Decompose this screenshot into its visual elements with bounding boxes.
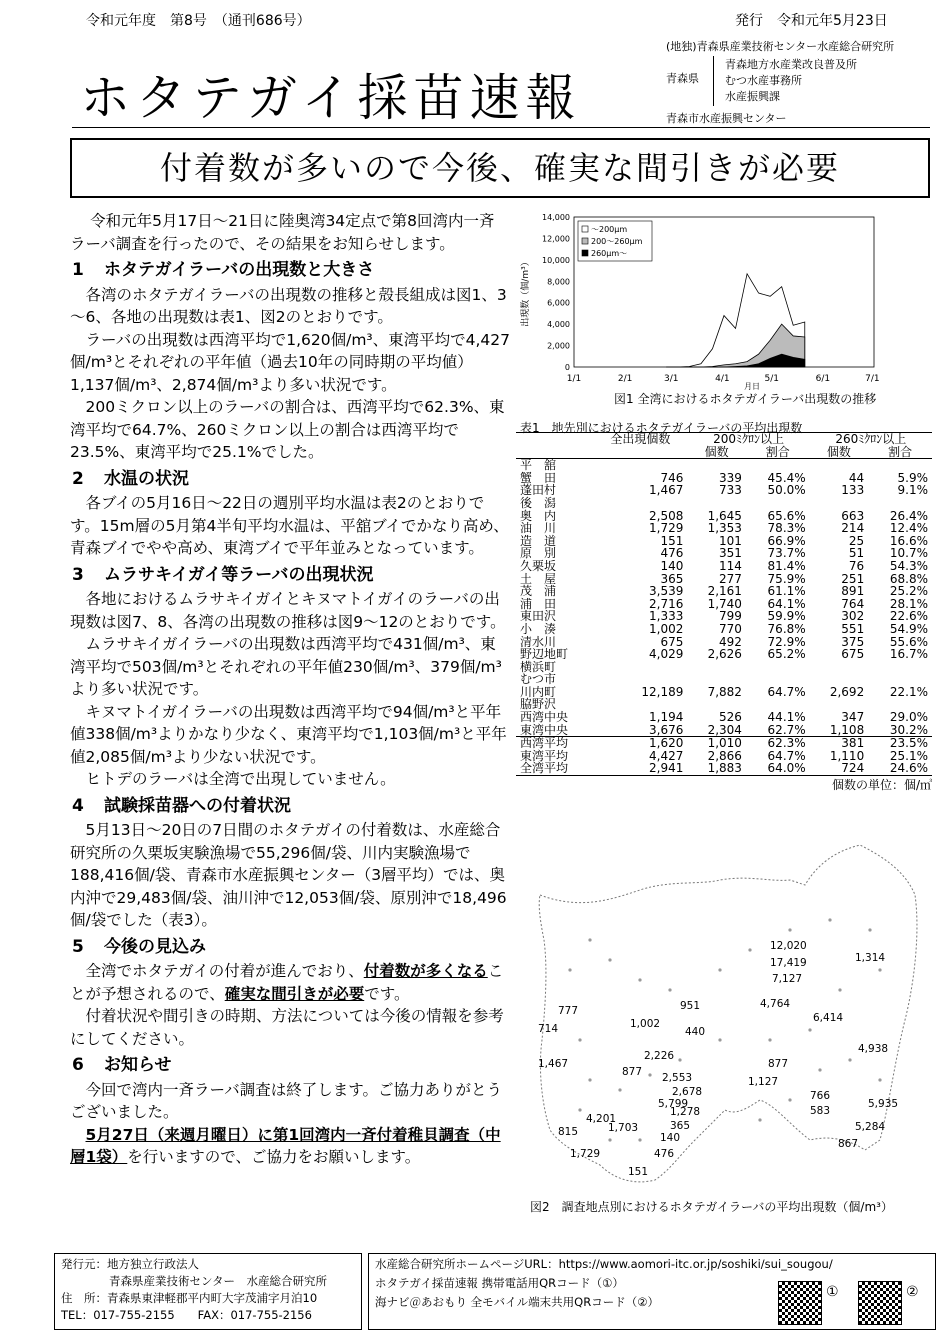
section-5-title: 5 今後の見込み: [72, 936, 206, 957]
y-tick-label: 6,000: [547, 298, 570, 308]
table-cell-value: 724: [841, 761, 865, 776]
table-cell-value: 65.6%: [767, 508, 806, 523]
table-cell-location: むつ市: [520, 672, 557, 687]
table-cell-value: 78.3%: [767, 521, 806, 536]
agency-1: (地独)青森県産業技術センター水産総合研究所: [666, 40, 895, 53]
figure-2-caption: 図2 調査地点別におけるホタテガイラーバの平均出現数（個/m³）: [530, 1200, 893, 1214]
section-4-para: 5月13日～20日の7日間のホタテガイの付着数は、水産総合研究所の久栗坂実験漁場で55,296個/袋、川内実験漁場で188,416個/袋、青森市水産振興センター（3層平均）では、奥内沖で29,483個/袋、油川沖で12,053個/袋、原別沖で18,496個/袋でした（表3）。: [70, 821, 507, 929]
table-cell-location: 東田沢: [520, 609, 557, 624]
table-cell-value: 22.1%: [889, 684, 928, 699]
table-cell-value: 2,866: [707, 748, 742, 763]
table-cell-value: 44: [848, 470, 865, 485]
table-cell-value: 1,467: [649, 483, 684, 498]
map-station-value: 2,553: [662, 1072, 693, 1084]
table-cell-value: 381: [810, 737, 869, 750]
table-header-total: 全出現個数: [610, 432, 671, 446]
table-cell-location: 川内町: [520, 684, 557, 699]
table-header-260: 260ﾐｸﾛﾝ以上: [835, 432, 907, 446]
table-cell-value: [746, 497, 810, 510]
headline-banner: 付着数が多いので今後、確実な間引きが必要: [70, 138, 930, 198]
section-1-para: ラーバの出現数は西湾平均で1,620個/m³、東湾平均で4,427個/m³とそれぞれの平年値（過去10年の同時期の平均値）1,137個/m³、2,874個/m³より多い状況です。: [70, 330, 511, 394]
table-cell-location: 小 湊: [520, 621, 557, 636]
map-station-value: 951: [680, 1000, 701, 1012]
table-cell-value: 770: [719, 621, 742, 636]
map-station-value: 5,799: [658, 1098, 689, 1110]
table-cell-value: [687, 459, 746, 472]
table-cell-value: 73.7%: [767, 546, 806, 561]
table-cell-value: 25: [848, 533, 865, 548]
table-cell-value: 214: [841, 521, 865, 536]
agency-3: むつ水産事務所: [725, 74, 802, 87]
table-cell-value: [746, 673, 810, 686]
table-cell-value: [868, 459, 932, 472]
table-cell-value: 351: [719, 546, 742, 561]
table-cell-value: 339: [719, 470, 742, 485]
table-cell-value: 25.2%: [889, 584, 928, 599]
table-cell-value: 2,304: [707, 722, 742, 737]
qr1-text: ホタテガイ採苗速報 携帯電話用QRコード（①）: [375, 1276, 624, 1290]
table-cell-value: 1,620: [593, 737, 687, 750]
section-4-title: 4 試験採苗器への付着状況: [72, 795, 291, 816]
table-cell-value: 140: [660, 558, 684, 573]
map-station-value: 1,278: [670, 1106, 701, 1118]
table-cell-value: 365: [660, 571, 684, 586]
x-tick-label: 2/1: [617, 374, 633, 384]
table-row: [516, 648, 932, 661]
table-cell-value: 675: [841, 647, 865, 662]
table-header-ratio: 割合: [888, 444, 913, 459]
x-tick-label: 4/1: [715, 374, 730, 384]
issuer-label: 発行元：: [61, 1257, 107, 1271]
table-row: [516, 585, 932, 598]
section-3-para: キヌマトイガイラーバの出現数は西湾平均で94個/m³と平年値338個/m³よりかなり少なく、東湾平均で1,103個/m³と平年値2,085個/m³より少ない状況です。: [70, 702, 507, 766]
table-cell-value: 1,110: [829, 748, 865, 763]
table-cell-value: 45.4%: [767, 470, 806, 485]
table-header-count: 個数: [826, 444, 851, 459]
table-cell-value: 54.3%: [889, 558, 928, 573]
table-cell-value: [746, 661, 810, 674]
figure-1-chart: [516, 205, 934, 405]
table-cell-value: 66.9%: [767, 533, 806, 548]
table-cell-value: 59.9%: [767, 609, 806, 624]
table-row: [516, 673, 932, 686]
map-station-value: 1,703: [608, 1122, 639, 1134]
y-tick-label: 2,000: [547, 341, 570, 351]
map-station-value: 1,127: [748, 1076, 779, 1088]
table-1-unit: 個数の単位：個/㎥: [831, 778, 932, 793]
section-3-title: 3 ムラサキイガイ等ラーバの出現状況: [72, 564, 374, 585]
table-cell-value: [746, 459, 810, 472]
section-1-title: 1 ホタテガイラーバの出現数と大きさ: [72, 260, 375, 280]
table-cell-value: [868, 497, 932, 510]
table-cell-value: 492: [719, 634, 742, 649]
map-station-value: 4,938: [858, 1043, 889, 1055]
table-cell-location: 野辺地町: [520, 647, 569, 662]
table-cell-location: 蓬田村: [520, 483, 557, 498]
issuer-address: 住 所：青森県東津軽郡平内町大字茂浦字月泊10: [61, 1291, 318, 1305]
legend-label: ～200μm: [591, 225, 628, 234]
table-cell-value: [687, 661, 746, 674]
table-cell-value: 64.0%: [767, 761, 806, 776]
map-station-value: 1,467: [538, 1058, 569, 1070]
table-cell-value: 64.1%: [767, 596, 806, 611]
table-cell-value: 61.1%: [767, 584, 806, 599]
y-tick-label: 8,000: [547, 277, 570, 287]
table-cell-value: 3,539: [649, 584, 684, 599]
table-cell-location: 西湾平均: [516, 737, 593, 750]
table-cell-location: 土 屋: [520, 571, 557, 586]
table-cell-value: 25.1%: [889, 748, 928, 763]
table-cell-location: 茂 浦: [520, 584, 557, 599]
section-3-para: 各地におけるムラサキイガイとキヌマトイガイのラーバの出現数は図7、8、各湾の出現数の推移は図9～12のとおりです。: [70, 590, 506, 631]
table-cell-value: 746: [660, 470, 684, 485]
agency-bracket: [713, 56, 714, 106]
table-cell-value: 54.9%: [889, 621, 928, 636]
table-cell-value: 3,676: [649, 722, 684, 737]
issuer-1: 地方独立行政法人: [107, 1257, 199, 1271]
map-station-value: 440: [685, 1026, 706, 1038]
table-cell-value: 1,353: [707, 521, 742, 536]
map-station-value: 1,002: [630, 1018, 661, 1030]
map-station-value: 777: [558, 1005, 579, 1017]
map-station-value: 140: [660, 1132, 681, 1144]
y-axis-label: 出現数（個/m³）: [521, 257, 531, 327]
y-tick-label: 0: [564, 363, 570, 372]
x-axis-label: 月日: [744, 382, 761, 391]
section-6-para: 今回で湾内一斉ラーバ調査は終了します。ご協力ありがとうございました。: [70, 1080, 502, 1121]
table-cell-value: 2,716: [649, 596, 684, 611]
agency-2: 青森地方水産業改良普及所: [725, 58, 857, 71]
table-cell-value: 64.7%: [767, 684, 806, 699]
table-cell-value: 133: [841, 483, 865, 498]
table-cell-value: 76: [848, 558, 865, 573]
table-cell-value: 526: [719, 710, 742, 725]
table-cell-value: 4,029: [649, 647, 684, 662]
map-station-value: 877: [768, 1058, 789, 1070]
table-cell-value: 62.7%: [767, 722, 806, 737]
table-cell-location: 造 道: [520, 533, 557, 548]
table-cell-value: 44.1%: [767, 710, 806, 725]
table-cell-value: 2,626: [707, 647, 742, 662]
table-cell-value: 16.6%: [889, 533, 928, 548]
table-cell-value: 81.4%: [767, 558, 806, 573]
table-cell-value: 1,333: [649, 609, 684, 624]
table-cell-location: 浦 田: [520, 596, 557, 611]
table-cell-value: 799: [719, 609, 742, 624]
table-1-caption: 表1 地先別におけるホタテガイラーバの平均出現数: [520, 421, 803, 435]
map-station-value: 1,314: [855, 952, 886, 964]
table-cell-value: 891: [841, 584, 865, 599]
map-station-value: 815: [558, 1126, 579, 1138]
table-cell-value: [810, 459, 869, 472]
table-row: [516, 522, 932, 535]
footer-issuer: [54, 1253, 362, 1330]
table-cell-location: 蟹 田: [520, 470, 557, 485]
map-station-value: 714: [538, 1023, 559, 1035]
table-cell-value: 23.5%: [868, 737, 932, 750]
table-cell-value: [593, 459, 687, 472]
table-cell-value: 62.3%: [746, 737, 810, 750]
table-row: [516, 459, 932, 472]
table-cell-value: 12.4%: [889, 521, 928, 536]
table-row: [516, 724, 932, 737]
map-station-value: 365: [670, 1120, 691, 1132]
table-cell-value: [810, 497, 869, 510]
table-cell-value: 76.8%: [767, 621, 806, 636]
section-2-para: 各ブイの5月16日～22日の週別平均水温は表2のとおりです。15m層の5月第4半旬平均水温は、平舘ブイでかなり高め、青森ブイでやや高め、東湾ブイで平年並みとなっています。: [70, 494, 509, 557]
x-tick-label: 3/1: [664, 374, 679, 384]
table-row: [516, 762, 932, 775]
table-row: [516, 686, 932, 699]
table-cell-value: [868, 673, 932, 686]
section-5-para: 付着状況や間引きの時期、方法については今後の情報を参考にしてください。: [70, 1007, 504, 1048]
table-cell-value: 68.8%: [889, 571, 928, 586]
map-station-value: 12,020: [770, 940, 807, 952]
table-cell-location: 久栗坂: [520, 558, 557, 573]
table-cell-value: 24.6%: [889, 761, 928, 776]
table-cell-location: 油 川: [520, 521, 557, 536]
table-row: [516, 623, 932, 636]
table-cell-value: 476: [660, 546, 684, 561]
table-cell-value: 663: [841, 508, 865, 523]
table-cell-value: 2,941: [649, 761, 684, 776]
table-cell-value: 2,508: [649, 508, 684, 523]
table-cell-value: [593, 673, 687, 686]
table-cell-location: 平 舘: [520, 458, 557, 473]
map-station-value: 877: [622, 1066, 643, 1078]
table-cell-value: [810, 673, 869, 686]
table-cell-location: 東湾中央: [520, 722, 569, 737]
table-cell-location: 東湾平均: [520, 748, 569, 763]
legend-label: 200～260μm: [591, 237, 643, 246]
map-station-value: 151: [628, 1166, 649, 1178]
qr-1-mark: ①: [826, 1284, 839, 1300]
table-cell-value: [810, 661, 869, 674]
map-station-value: 2,226: [644, 1050, 675, 1062]
table-row: [516, 497, 932, 510]
map-station-value: 476: [654, 1148, 675, 1160]
table-cell-value: 4,427: [649, 748, 684, 763]
table-cell-location: 西湾中央: [520, 710, 569, 725]
table-cell-value: 65.2%: [767, 647, 806, 662]
issuer-2: 青森県産業技術センター 水産総合研究所: [109, 1274, 328, 1288]
table-cell-value: 551: [841, 621, 865, 636]
table-cell-value: 675: [660, 634, 684, 649]
table-cell-value: 55.6%: [889, 634, 928, 649]
page-title: ホタテガイ採苗速報: [80, 69, 582, 127]
table-cell-value: 5.9%: [897, 470, 928, 485]
table-cell-value: 75.9%: [767, 571, 806, 586]
body-left: [70, 210, 510, 1169]
table-cell-value: 50.0%: [767, 483, 806, 498]
pref-label: 青森県: [666, 72, 699, 85]
x-tick-label: 5/1: [764, 374, 780, 384]
table-cell-value: 1,729: [649, 521, 684, 536]
table-cell-location: 清水川: [520, 634, 557, 649]
header-rule: [72, 127, 930, 128]
issue-date: 発行 令和元年5月23日: [735, 13, 888, 29]
table-cell-value: 1,108: [829, 722, 865, 737]
x-tick-label: 1/1: [566, 374, 582, 384]
table-cell-value: [593, 661, 687, 674]
table-cell-location: 奥 内: [520, 508, 557, 523]
table-1: [516, 432, 932, 793]
table-cell-value: [687, 673, 746, 686]
table-header-count: 個数: [704, 444, 729, 459]
table-cell-value: 114: [719, 558, 742, 573]
table-row: [516, 560, 932, 573]
section-1-para: 各湾のホタテガイラーバの出現数の推移と殻長組成は図1、3～6、各地の出現数は表1、図2のとおりです。: [70, 285, 507, 326]
table-row: [516, 711, 932, 724]
table-cell-value: 251: [841, 571, 865, 586]
table-cell-value: 10.7%: [889, 546, 928, 561]
homepage-url[interactable]: 水産総合研究所ホームページURL：https://www.aomori-itc.or.jp/soshiki/sui_sougou/: [375, 1257, 833, 1271]
qr2-text: 海ナビ＠あおもり 全モバイル端末共用QRコード（②）: [375, 1295, 660, 1309]
map-station-value: 17,419: [770, 957, 807, 969]
legend-label: 260μm～: [591, 249, 628, 258]
agency-4: 水産振興課: [725, 90, 780, 103]
table-cell-value: 764: [841, 596, 865, 611]
table-cell-value: 12,189: [641, 684, 684, 699]
map-station-value: 1,729: [570, 1148, 601, 1160]
section-3-para: ムラサキイガイラーバの出現数は西湾平均で431個/m³、東湾平均で503個/m³とそれぞれの平年値230個/m³、379個/m³より多い状況です。: [70, 635, 502, 698]
section-6-para: 5月27日（来週月曜日）に第1回湾内一斉付着稚貝調査（中層1袋）を行いますので、ご協力をお願いします。: [70, 1125, 501, 1166]
table-cell-value: 1,740: [707, 596, 742, 611]
qr-2-mark: ②: [906, 1284, 919, 1300]
table-cell-location: 全湾平均: [520, 761, 569, 776]
map-station-value: 4,764: [760, 998, 791, 1010]
table-cell-value: 1,194: [649, 710, 684, 725]
section-1-para: 200ミクロン以上のラーバの割合は、西湾平均で62.3%、東湾平均で64.7%、260ミクロン以上の割合は西湾平均で23.5%、東湾平均で25.1%でした。: [70, 398, 505, 461]
map-station-value: 2,678: [672, 1086, 703, 1098]
table-cell-value: [868, 661, 932, 674]
table-cell-value: 51: [848, 546, 865, 561]
table-cell-value: 101: [719, 533, 742, 548]
y-tick-label: 14,000: [542, 213, 570, 222]
table-cell-value: 30.2%: [889, 722, 928, 737]
map-station-value: 583: [810, 1105, 831, 1117]
y-tick-label: 10,000: [542, 255, 570, 265]
issue-number: 令和元年度 第8号 （通刊686号）: [86, 13, 311, 29]
y-tick-label: 12,000: [542, 234, 570, 244]
map-station-value: 4,201: [586, 1113, 617, 1125]
map-station-value: 867: [838, 1138, 859, 1150]
table-row: [516, 737, 932, 750]
table-cell-value: 347: [841, 710, 865, 725]
x-tick-label: 7/1: [865, 374, 880, 384]
section-6-title: 6 お知らせ: [72, 1055, 172, 1075]
table-cell-value: 1,645: [707, 508, 742, 523]
x-tick-label: 6/1: [815, 374, 831, 384]
table-cell-value: 64.7%: [767, 748, 806, 763]
table-row: [516, 484, 932, 497]
table-cell-value: 2,161: [707, 584, 742, 599]
table-cell-value: 28.1%: [889, 596, 928, 611]
table-cell-location: 原 別: [520, 546, 557, 561]
map-station-value: 5,284: [855, 1121, 886, 1133]
table-row: [516, 661, 932, 674]
table-cell-value: 2,692: [829, 684, 865, 699]
section-5-para: 全湾でホタテガイの付着が進んでおり、付着数が多くなることが予想されるので、確実な間引きが必要です。: [70, 962, 504, 1003]
table-cell-value: 29.0%: [889, 710, 928, 725]
legend-swatch: [582, 226, 588, 232]
table-cell-value: 7,882: [707, 684, 742, 699]
section-2-title: 2 水温の状況: [72, 468, 189, 489]
y-tick-label: 4,000: [547, 320, 570, 330]
intro-text: 令和元年5月17日～21日に陸奥湾34定点で第8回湾内一斉ラーバ調査を行ったので、その結果をお知らせします。: [70, 212, 495, 253]
issuer-tel: TEL：017-755-2155 FAX：017-755-2156: [61, 1308, 312, 1322]
table-cell-value: 26.4%: [889, 508, 928, 523]
table-cell-location: 後 潟: [520, 495, 557, 510]
map-station-value: 5,935: [868, 1098, 899, 1110]
legend-swatch: [582, 250, 588, 256]
table-cell-value: 9.1%: [897, 483, 928, 498]
table-cell-value: [687, 497, 746, 510]
qr-code-2[interactable]: [858, 1281, 902, 1325]
map-station-value: 766: [810, 1090, 831, 1102]
table-cell-value: 72.9%: [767, 634, 806, 649]
table-cell-value: 302: [841, 609, 865, 624]
table-cell-value: [593, 497, 687, 510]
table-cell-value: 277: [719, 571, 742, 586]
map-station-value: 6,414: [813, 1012, 844, 1024]
section-3-para: ヒトデのラーバは全湾で出現していません。: [85, 770, 396, 788]
figure-1-caption: 図1 全湾におけるホタテガイラーバ出現数の推移: [614, 392, 877, 406]
table-cell-value: 22.6%: [889, 609, 928, 624]
table-cell-value: 16.7%: [889, 647, 928, 662]
map-station-value: 7,127: [772, 973, 803, 985]
table-header-200: 200ﾐｸﾛﾝ以上: [713, 432, 784, 446]
footer-links: [368, 1253, 936, 1330]
agency-5: 青森市水産振興センター: [666, 112, 787, 125]
table-cell-value: 733: [719, 483, 742, 498]
table-cell-value: 1,002: [649, 621, 684, 636]
legend-swatch: [582, 238, 588, 244]
table-cell-location: 横浜町: [520, 659, 557, 674]
map-label-layer: [520, 840, 934, 1195]
table-cell-location: 脇野沢: [520, 697, 557, 712]
table-cell-value: 151: [660, 533, 684, 548]
table-header-ratio: 割合: [765, 444, 790, 459]
table-cell-value: 375: [841, 634, 865, 649]
table-cell-value: 1,883: [707, 761, 742, 776]
qr-code-1[interactable]: [778, 1281, 822, 1325]
table-cell-value: 1,010: [687, 737, 746, 750]
